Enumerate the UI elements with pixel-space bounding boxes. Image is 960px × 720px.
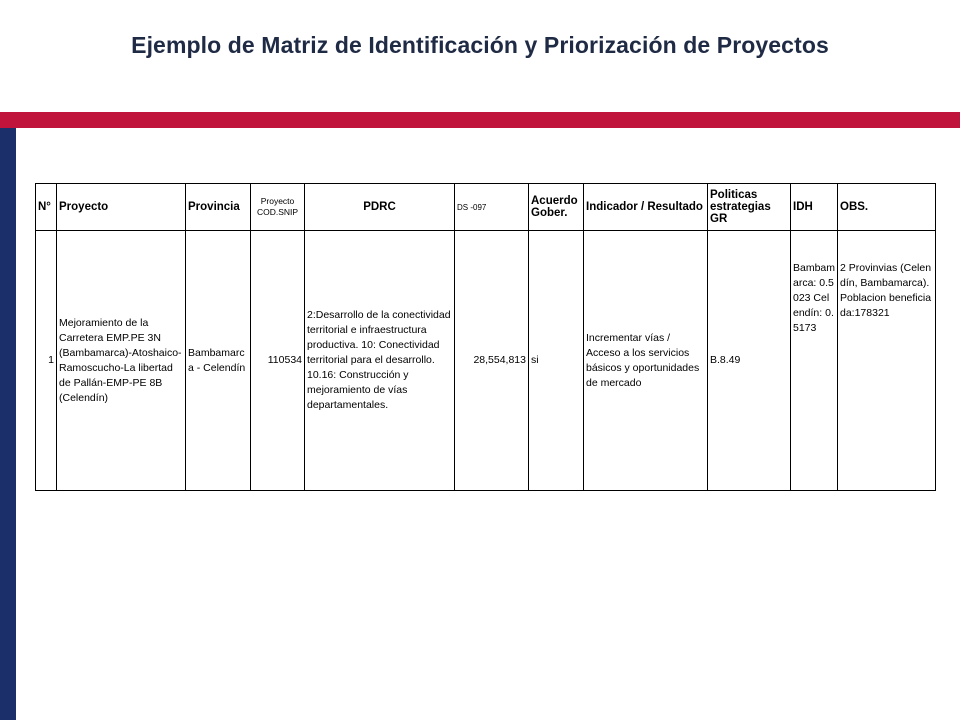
header-provincia: Provincia — [186, 184, 251, 231]
header-cod-snip-line2: COD.SNIP — [256, 207, 299, 217]
header-indicador-resultado: Indicador / Resultado — [584, 184, 708, 231]
cell-acuerdo-gober: si — [529, 231, 584, 491]
header-proyecto: Proyecto — [57, 184, 186, 231]
cell-indicador-resultado: Incrementar vías / Acceso a los servicios básicos y oportunidades de mercado — [584, 231, 708, 491]
cell-provincia: Bambamarca - Celendín — [186, 231, 251, 491]
table-row — [36, 231, 936, 491]
header-obs: OBS. — [838, 184, 936, 231]
cell-cod-snip: 110534 — [251, 231, 305, 491]
header-cod-snip — [251, 184, 305, 231]
cell-num: 1 — [36, 231, 57, 491]
cell-pdrc: 2:Desarrollo de la conectividad territorial e infraestructura productiva. 10: Conectividad territorial para el desarrollo. 10.16: Construcción y mejoramiento de vías departamentales. — [305, 231, 455, 491]
cell-idh: Bambamarca: 0.5023 Celendín: 0.5173 — [791, 231, 838, 491]
header-politicas-estrategias: Politicas estrategias GR — [708, 184, 791, 231]
priorization-matrix-table — [35, 183, 936, 491]
cell-proyecto: Mejoramiento de la Carretera EMP.PE 3N (Bambamarca)-Atoshaico-Ramoscucho-La libertad de Pallán-EMP-PE 8B (Celendín) — [57, 231, 186, 491]
header-cod-snip-line1: Proyecto — [260, 196, 295, 206]
table-header-row — [36, 184, 936, 231]
header-ds-097: DS -097 — [455, 184, 529, 231]
header-idh: IDH — [791, 184, 838, 231]
slide-title: Ejemplo de Matriz de Identificación y Priorización de Proyectos — [131, 32, 829, 58]
side-accent-bar — [0, 128, 16, 720]
cell-politicas-estrategias: B.8.49 — [708, 231, 791, 491]
header-num: N° — [36, 184, 57, 231]
cell-obs: 2 Provinvias (Celendín, Bambamarca). Poblacion beneficiada:178321 — [838, 231, 936, 491]
cell-ds-097: 28,554,813 — [455, 231, 529, 491]
header-acuerdo-gober: Acuerdo Gober. — [529, 184, 584, 231]
header-pdrc: PDRC — [305, 184, 455, 231]
header-accent-bar — [0, 112, 960, 128]
